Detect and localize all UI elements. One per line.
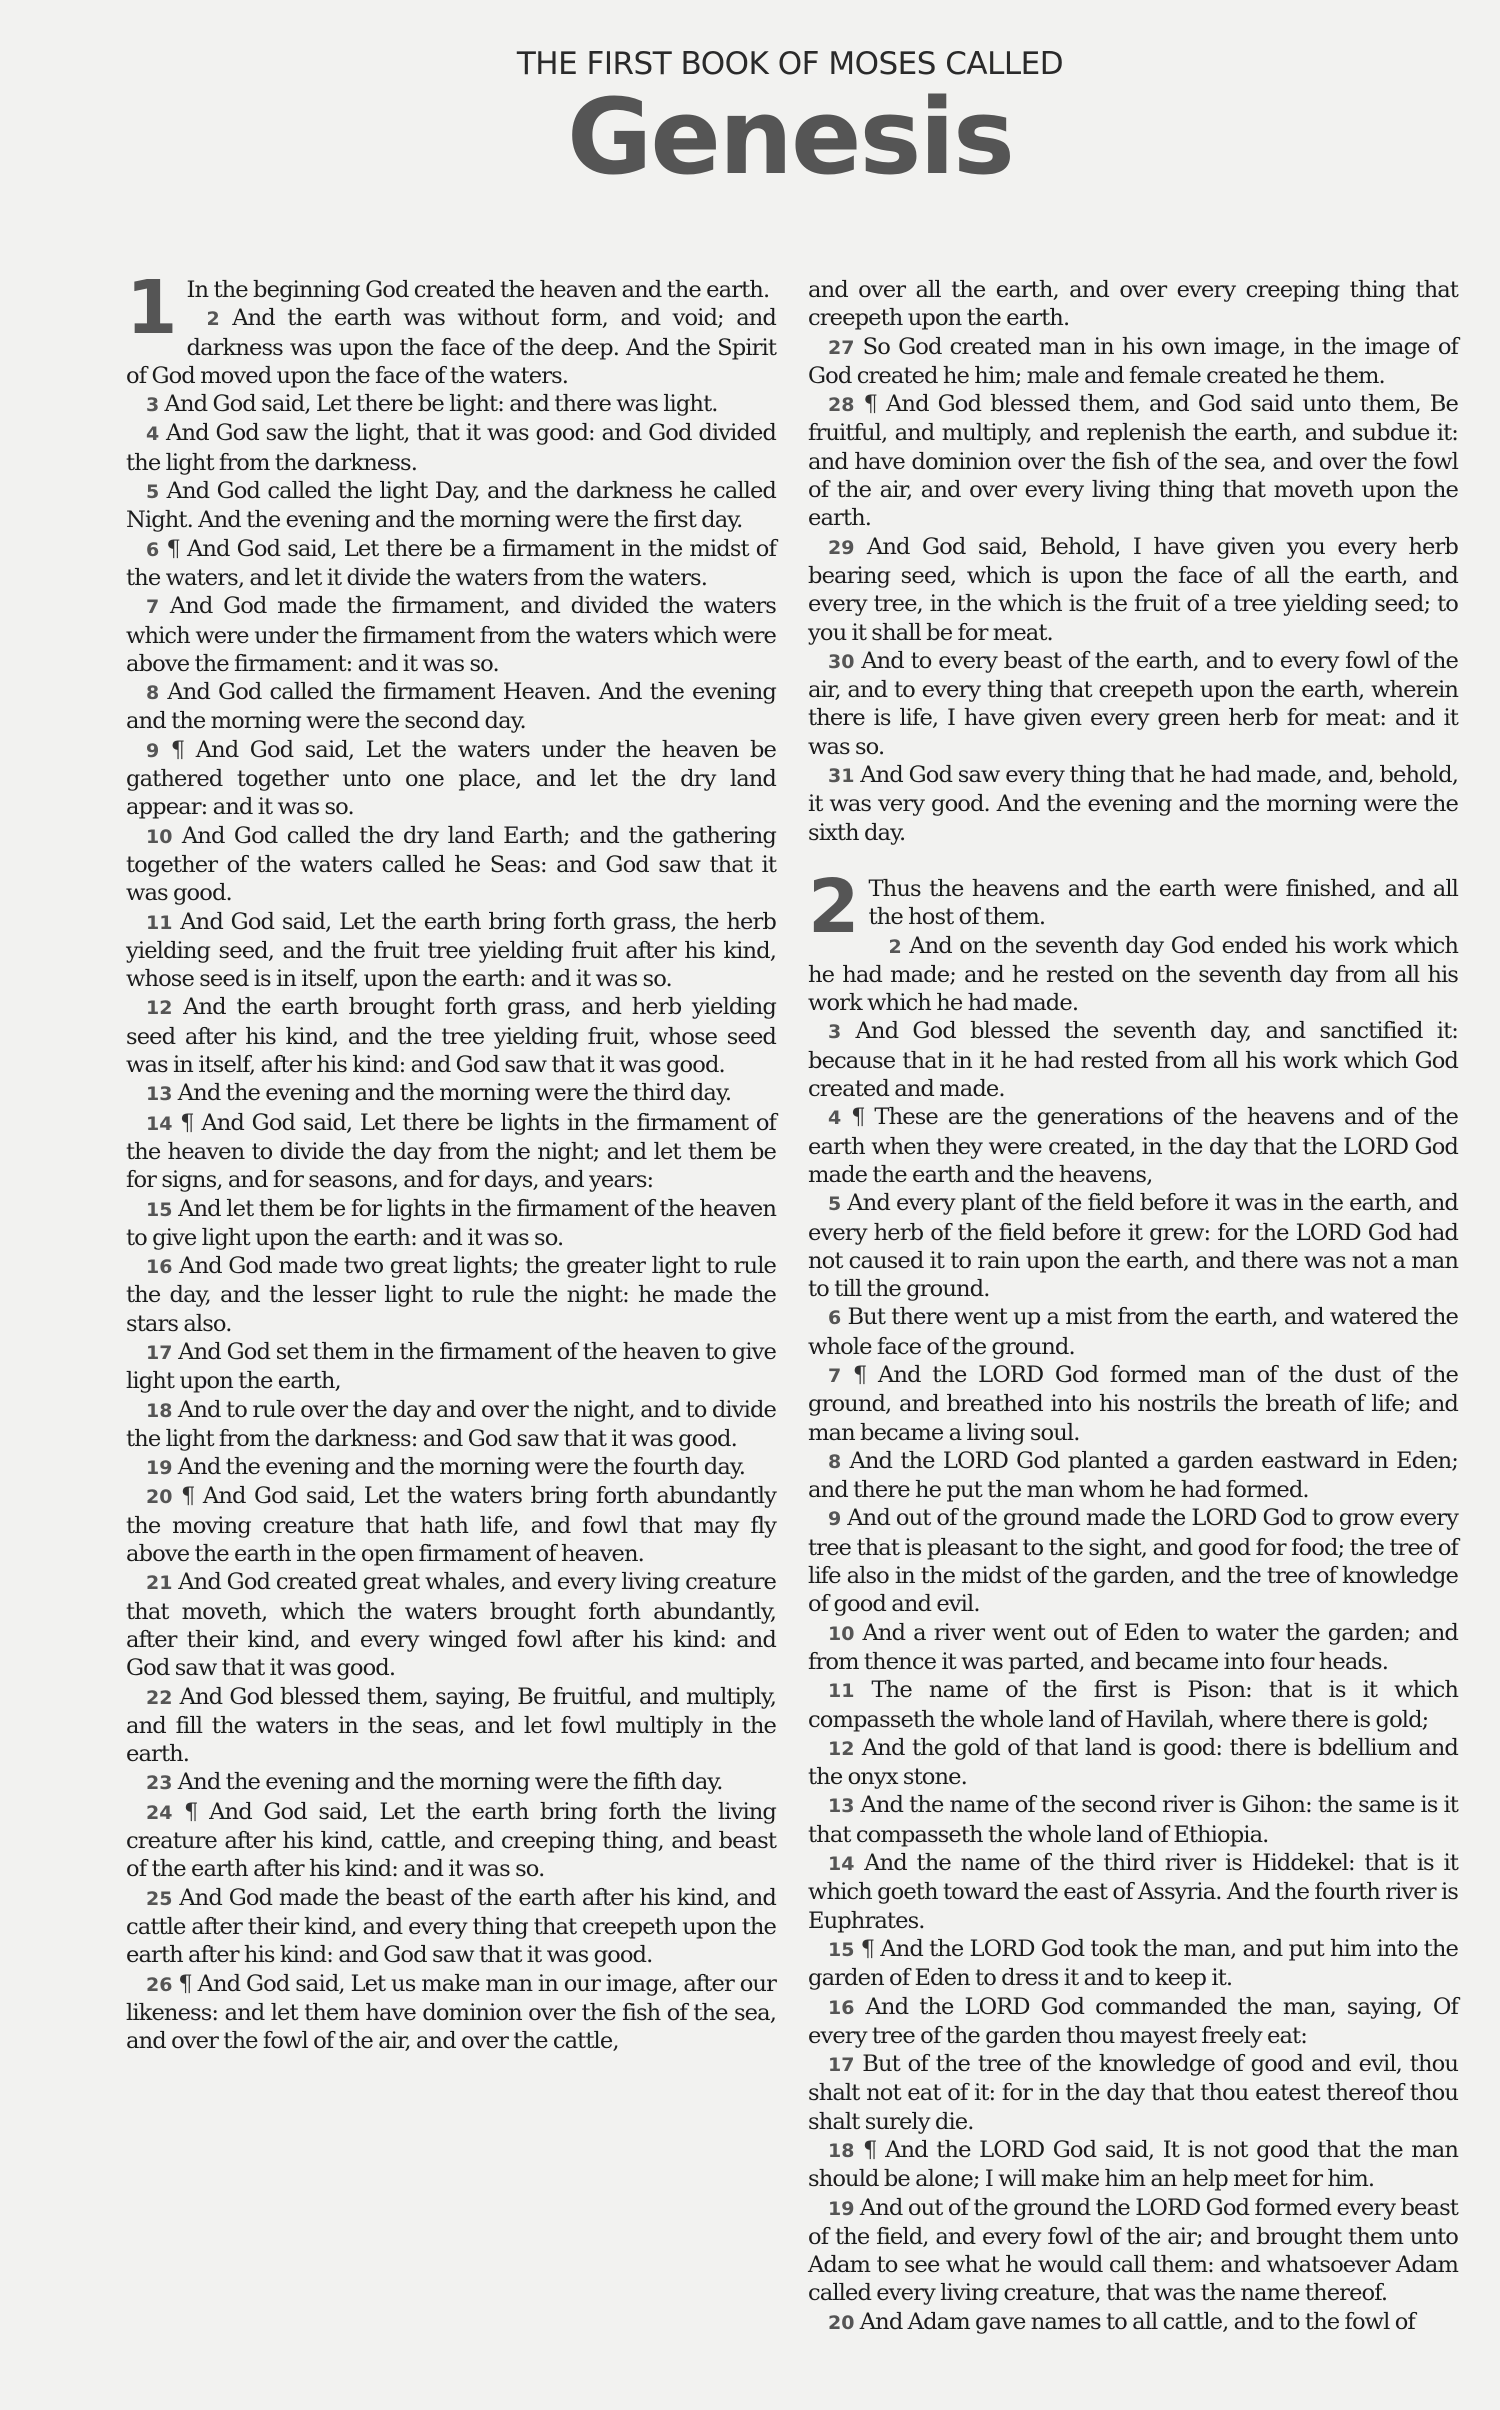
verse [808,1676,1458,1734]
verse-text: And the earth brought forth grass, and herb yielding seed after his kind, and the tree yielding fruit, whose seed was in itself, after his kind: and God saw that it was good. [126,994,776,1079]
verse [126,390,776,419]
verse-text: And God set them in the firmament of the heaven to give light upon the earth, [126,1338,776,1395]
verse [808,761,1458,847]
chapter-number: 2 [808,863,857,950]
verse-text: And to rule over the day and over the night, and to divide the light from the darkness: and God saw that it was good. [126,1396,776,1452]
verse [126,1195,776,1253]
verse-text: And God said, Let the earth bring forth the living creature after his kind, cattle, and creeping thing, and beast of the earth after his kind: and it was so. [126,1798,776,1883]
verse [126,1079,776,1108]
verse-text: And out of the ground the LORD God formed every beast of the field, and every fowl of the air; and brought them unto Adam to see what he would call them: and whatsoever Adam called every living creature, that was the name thereof. [808,2194,1458,2307]
verse [126,592,776,678]
verse-text: And God blessed the seventh day, and sanctified it: because that in it he had rested from all his work which God created and made. [808,1018,1458,1103]
verse-text: And God called the light Day, and the darkness he called Night. And the evening and the morning were the first day. [126,478,776,534]
verse [126,1798,776,1884]
verse-text: And God blessed them, and God said unto them, Be fruitful, and multiply, and replenish the earth, and subdue it: and have dominion over the fish of the sea, and over the fowl of the air, and over every living thing that moveth upon the earth. [808,391,1458,532]
verse-text: And the gold of that land is good: there is bdellium and the onyx stone. [808,1734,1458,1791]
verse-number: 17 [146,1341,173,1364]
verse [126,1252,776,1338]
verse-number: 9 [146,739,160,762]
verse [808,1017,1458,1103]
chapter-number: 1 [126,265,175,351]
verse-number: 9 [828,1508,842,1531]
pilcrow-icon: ¶ [170,736,185,763]
verse [808,1103,1458,1189]
verse [808,333,1458,391]
verse-number: 6 [146,538,160,561]
verse [126,1453,776,1482]
verse-number: 25 [146,1887,173,1910]
verse-number: 12 [146,997,173,1020]
pilcrow-icon: ¶ [860,1935,875,1962]
verse-number: 28 [828,394,855,417]
verse-number: 14 [828,1853,855,1876]
verse-number: 4 [146,423,160,446]
verse-number: 2 [206,308,220,331]
verse-text: And Adam gave names to all cattle, and to the fowl of [859,2308,1415,2335]
verse-number: 29 [828,536,855,559]
verse-number: 3 [146,394,160,417]
verse-text: And God made the firmament, and divided the waters which were under the firmament from the waters which were above the firmament: and it was so. [126,593,776,677]
verse [126,822,776,908]
verse-number: 13 [146,1083,173,1106]
book-header [0,46,1500,198]
verse [808,390,1458,532]
verse-text: But there went up a mist from the earth, and watered the whole face of the ground. [808,1304,1458,1360]
pilcrow-icon: ¶ [180,1109,194,1136]
verse [126,908,776,994]
verse-number: 31 [828,765,855,788]
verse-number: 10 [828,1622,855,1645]
verse-text: And God said, Let the waters under the heaven be gathered together unto one place, and let the dry land appear: and it was so. [126,736,776,821]
verse-text: And the earth was without form, and void; and darkness was upon the face of the deep. And the Spirit of God moved upon the face of the waters. [126,305,776,389]
verse-text: And a river went out of Eden to water the garden; and from thence it was parted, and became into four heads. [808,1619,1458,1675]
verse-text: And the evening and the morning were the fourth day. [177,1454,746,1481]
verse-number: 11 [146,911,173,934]
verse [808,1993,1458,2051]
chapter-opening-verse [808,863,1458,950]
verse-number: 26 [146,1973,173,1996]
verse-number: 30 [828,650,855,673]
verse-number: 12 [828,1737,855,1760]
verse-number: 15 [828,1938,855,1961]
verse-number: 16 [828,1996,855,2019]
verse-number: 22 [146,1686,173,1709]
verse-text: And God called the dry land Earth; and the gathering together of the waters called he Seas: and God saw that it was good. [126,822,776,907]
verse-number: 17 [828,2054,855,2077]
chapter-gap [808,847,1458,875]
verse-number: 14 [146,1112,173,1135]
verse [126,535,776,593]
verse [126,1396,776,1454]
verse-number: 7 [828,1364,842,1387]
verse [126,1768,776,1797]
verse-text: And the LORD God formed man of the dust of the ground, and breathed into his nostrils the breath of life; and man became a living soul. [808,1361,1458,1446]
verse-text: And the LORD God said, It is not good that the man should be alone; I will make him an help meet for him. [808,2137,1458,2193]
verse [126,1482,776,1568]
verse-number: 20 [146,1486,173,1509]
verse [126,678,776,736]
verse-number: 6 [828,1307,842,1330]
verse-text: And every plant of the field before it was in the earth, and every herb of the field before it grew: for the LORD God had not caused it to rain upon the earth, and there was not a man to till the ground. [808,1190,1458,1303]
verse [808,1791,1458,1849]
verse-number: 20 [828,2311,855,2334]
verse [808,932,1458,1018]
verse [126,1568,776,1682]
verse [126,1338,776,1396]
book-title: Genesis [567,76,1013,198]
verse-number: 27 [828,336,855,359]
verse-text: In the beginning God created the heaven and the earth. [186,277,770,303]
verse-text: And God said, Let there be a firmament in the midst of the waters, and let it divide the waters from the waters. [126,535,776,591]
verse [808,1361,1458,1447]
verse-text: But of the tree of the knowledge of good and evil, thou shalt not eat of it: for in the day that thou eatest thereof thou shalt surely die. [808,2051,1458,2135]
pilcrow-icon: ¶ [852,1361,867,1388]
verse-text: Thus the heavens and the earth were finished, and all the host of them. [868,875,1458,931]
verse-number: 15 [146,1198,173,1221]
verse [126,736,776,822]
right-text-column [808,276,1458,2337]
verse [126,1884,776,1970]
verse [126,1109,776,1195]
verse [808,2194,1458,2308]
verse-text: And God saw the light, that it was good: and God divided the light from the darkness. [126,420,776,476]
pilcrow-icon: ¶ [180,1483,195,1510]
verse [808,1189,1458,1303]
verse-text: and over all the earth, and over every creeping thing that creepeth upon the earth. [808,277,1458,332]
verse-text: And God made two great lights; the greater light to rule the day, and the lesser light to rule the night: he made the stars also. [126,1253,776,1337]
pilcrow-icon: ¶ [178,1970,192,1997]
verse-text: And God said, Let the waters bring forth abundantly the moving creature that hath life, and fowl that may fly above the earth in the open firmament of heaven. [126,1483,776,1568]
verse-text: And the LORD God planted a garden eastward in Eden; and there he put the man whom he had formed. [808,1447,1458,1504]
verse-text: And the evening and the morning were the third day. [177,1080,732,1107]
verse-text: And God called the firmament Heaven. And the evening and the morning were the second day. [126,679,776,735]
verse-text: And God said, Let us make man in our image, after our likeness: and let them have dominion over the fish of the sea, and over the fowl of the air, and over the cattle, [126,1970,776,2055]
verse-number: 8 [146,682,160,705]
verse-text: So God created man in his own image, in the image of God created he him; male and female created he them. [808,333,1458,389]
verse-number: 4 [828,1107,842,1130]
verse-text: And God blessed them, saying, Be fruitful, and multiply, and fill the waters in the seas, and let fowl multiply in the earth. [126,1683,776,1768]
verse-number: 2 [888,935,902,958]
verse-number: 24 [146,1801,173,1824]
verse-text: These are the generations of the heavens and of the earth when they were created, in the day that the LORD God made the earth and the heavens, [808,1104,1458,1188]
verse [808,276,1458,333]
verse-number: 16 [146,1256,173,1279]
verse [808,1619,1458,1677]
verse [808,2136,1458,2194]
pilcrow-icon: ¶ [863,391,877,418]
verse-number: 8 [828,1450,842,1473]
verse-text: And God said, Let there be light: and there was light. [164,391,718,418]
verse-text: And God said, Let the earth bring forth grass, the herb yielding seed, and the fruit tree yielding fruit after his kind, whose seed is in itself, upon the earth: and it was so. [126,908,776,993]
verse-text: And let them be for lights in the firmament of the heaven to give light upon the earth: and it was so. [126,1195,776,1251]
verse-text: And the name of the third river is Hiddekel: that is it which goeth toward the east of Assyria. And the fourth river is Euphrates. [808,1850,1458,1934]
pilcrow-icon: ¶ [851,1104,865,1131]
verse-text: And the evening and the morning were the fifth day. [177,1769,723,1796]
verse [126,1683,776,1769]
verse [808,647,1458,761]
verse-number: 18 [828,2140,855,2162]
verse-number: 23 [146,1772,173,1795]
book-subtitle: THE FIRST BOOK OF MOSES CALLED [516,46,1064,82]
verse-number: 19 [828,2197,855,2220]
verse [126,304,776,390]
verse-text: And the name of the second river is Gihon: the same is it that compasseth the whole land of Ethiopia. [808,1792,1458,1848]
verse [808,1734,1458,1792]
verse-number: 7 [146,596,160,619]
verse [808,1303,1458,1361]
verse [808,2050,1458,2136]
verse-text: And God made the beast of the earth after his kind, and cattle after their kind, and every thing that creepeth upon the earth after his kind: and God saw that it was good. [126,1884,776,1969]
verse [808,1504,1458,1618]
verse-text: And out of the ground made the LORD God to grow every tree that is pleasant to the sight, and good for food; the tree of life also in the midst of the garden, and the tree of knowledge of good and evil. [808,1505,1458,1618]
verse-text: The name of the first is Pison: that is it which compasseth the whole land of Havilah, where there is gold; [808,1677,1458,1733]
verse [126,1970,776,2056]
verse [126,419,776,477]
verse [808,1935,1458,1993]
verse [126,477,776,535]
verse [808,533,1458,647]
verse [808,2308,1458,2337]
verse-number: 21 [146,1572,173,1595]
left-text-column [126,265,776,2055]
verse-number: 3 [828,1021,842,1044]
verse-text: And the LORD God commanded the man, saying, Of every tree of the garden thou mayest freely eat: [808,1993,1458,2049]
verse-text: And to every beast of the earth, and to every fowl of the air, and to every thing that creepeth upon the earth, wherein there is life, I have given every green herb for meat: and it was so. [808,647,1458,760]
verse-number: 19 [146,1457,173,1480]
verse-number: 18 [146,1399,173,1422]
pilcrow-icon: ¶ [863,2137,877,2163]
verse [808,1447,1458,1505]
verse-number: 13 [828,1795,855,1818]
verse-number: 10 [146,825,173,848]
verse-number: 11 [828,1680,855,1703]
verse-text: And the LORD God took the man, and put him into the garden of Eden to dress it and to keep it. [808,1935,1458,1992]
verse [126,993,776,1079]
verse-text: And on the seventh day God ended his work which he had made; and he rested on the seventh day from all his work which he had made. [808,932,1458,1017]
pilcrow-icon: ¶ [166,535,180,562]
verse-number: 5 [828,1193,842,1216]
verse-number: 5 [146,481,160,504]
verse-text: And God created great whales, and every living creature that moveth, which the waters brought forth abundantly, after their kind, and every winged fowl after his kind: and God saw that it was good. [126,1569,776,1682]
verse-text: And God said, Behold, I have given you every herb bearing seed, which is upon the face of all the earth, and every tree, in the which is the fruit of a tree yielding seed; to you it shall be for meat. [808,533,1458,646]
verse-text: And God said, Let there be lights in the firmament of the heaven to divide the day from the night; and let them be for signs, and for seasons, and for days, and years: [126,1109,776,1194]
verse [808,1849,1458,1935]
verse-text: And God saw every thing that he had made, and, behold, it was very good. And the evening and the morning were the sixth day. [808,762,1458,846]
pilcrow-icon: ¶ [184,1798,198,1825]
